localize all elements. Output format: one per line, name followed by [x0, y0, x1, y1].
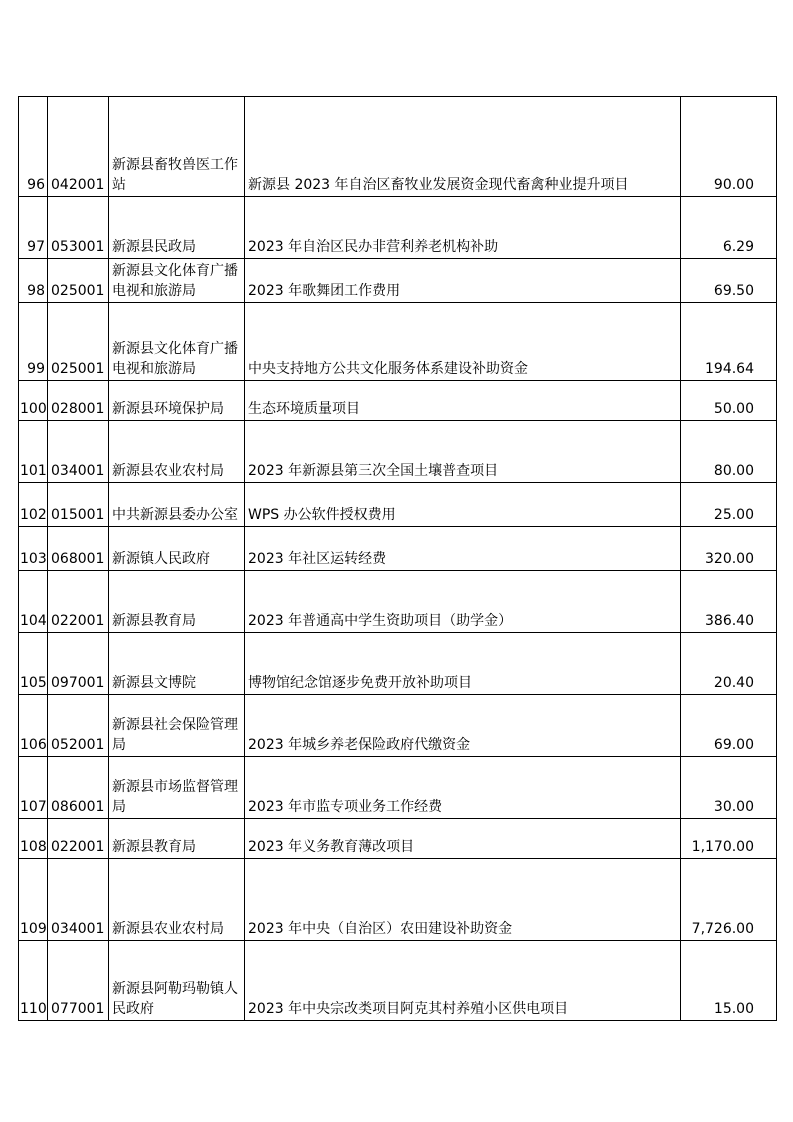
table-row: [19, 757, 777, 819]
amount: 194.64: [681, 303, 777, 381]
amount: 69.00: [681, 695, 777, 757]
amount: 20.40: [681, 633, 777, 695]
project-name: 生态环境质量项目: [245, 381, 681, 421]
unit-name: 新源县社会保险管理局: [109, 695, 245, 757]
unit-code: 025001: [48, 303, 109, 381]
unit-name: 新源县农业农村局: [109, 421, 245, 483]
amount: 6.29: [681, 197, 777, 259]
table-row: [19, 819, 777, 859]
amount: 50.00: [681, 381, 777, 421]
table-row: [19, 633, 777, 695]
project-name: 2023 年普通高中学生资助项目（助学金）: [245, 571, 681, 633]
project-name: WPS 办公软件授权费用: [245, 483, 681, 527]
project-name: 中央支持地方公共文化服务体系建设补助资金: [245, 303, 681, 381]
unit-name: 新源县环境保护局: [109, 381, 245, 421]
table-row: [19, 421, 777, 483]
unit-code: 022001: [48, 571, 109, 633]
unit-code: 034001: [48, 421, 109, 483]
unit-code: 086001: [48, 757, 109, 819]
project-name: 2023 年新源县第三次全国土壤普查项目: [245, 421, 681, 483]
project-name: 博物馆纪念馆逐步免费开放补助项目: [245, 633, 681, 695]
table-row: [19, 695, 777, 757]
row-number: 107: [19, 757, 48, 819]
row-number: 101: [19, 421, 48, 483]
unit-code: 097001: [48, 633, 109, 695]
row-number: 96: [19, 97, 48, 197]
unit-code: 034001: [48, 859, 109, 941]
amount: 386.40: [681, 571, 777, 633]
project-name: 2023 年自治区民办非营利养老机构补助: [245, 197, 681, 259]
row-number: 108: [19, 819, 48, 859]
unit-code: 028001: [48, 381, 109, 421]
row-number: 104: [19, 571, 48, 633]
project-name: 2023 年城乡养老保险政府代缴资金: [245, 695, 681, 757]
unit-code: 053001: [48, 197, 109, 259]
project-name: 2023 年歌舞团工作费用: [245, 259, 681, 303]
row-number: 106: [19, 695, 48, 757]
project-name: 2023 年义务教育薄改项目: [245, 819, 681, 859]
funding-table: [18, 96, 777, 1021]
amount: 69.50: [681, 259, 777, 303]
project-name: 2023 年社区运转经费: [245, 527, 681, 571]
amount: 7,726.00: [681, 859, 777, 941]
table-row: [19, 97, 777, 197]
row-number: 109: [19, 859, 48, 941]
unit-name: 新源县教育局: [109, 819, 245, 859]
unit-name: 中共新源县委办公室: [109, 483, 245, 527]
project-name: 2023 年中央（自治区）农田建设补助资金: [245, 859, 681, 941]
unit-code: 077001: [48, 941, 109, 1021]
unit-name: 新源县教育局: [109, 571, 245, 633]
row-number: 98: [19, 259, 48, 303]
table-row: [19, 859, 777, 941]
unit-name: 新源县文博院: [109, 633, 245, 695]
table-row: [19, 571, 777, 633]
table-row: [19, 303, 777, 381]
amount: 25.00: [681, 483, 777, 527]
amount: 80.00: [681, 421, 777, 483]
unit-code: 022001: [48, 819, 109, 859]
unit-code: 015001: [48, 483, 109, 527]
unit-name: 新源县文化体育广播电视和旅游局: [109, 303, 245, 381]
amount: 320.00: [681, 527, 777, 571]
table-row: [19, 197, 777, 259]
unit-name: 新源县阿勒玛勒镇人民政府: [109, 941, 245, 1021]
table-row: [19, 259, 777, 303]
amount: 30.00: [681, 757, 777, 819]
project-name: 2023 年中央宗改类项目阿克其村养殖小区供电项目: [245, 941, 681, 1021]
amount: 90.00: [681, 97, 777, 197]
project-name: 2023 年市监专项业务工作经费: [245, 757, 681, 819]
row-number: 99: [19, 303, 48, 381]
amount: 15.00: [681, 941, 777, 1021]
unit-name: 新源县畜牧兽医工作站: [109, 97, 245, 197]
unit-name: 新源镇人民政府: [109, 527, 245, 571]
row-number: 110: [19, 941, 48, 1021]
unit-code: 025001: [48, 259, 109, 303]
table-row: [19, 527, 777, 571]
row-number: 97: [19, 197, 48, 259]
row-number: 100: [19, 381, 48, 421]
unit-name: 新源县市场监督管理局: [109, 757, 245, 819]
amount: 1,170.00: [681, 819, 777, 859]
row-number: 103: [19, 527, 48, 571]
unit-name: 新源县文化体育广播电视和旅游局: [109, 259, 245, 303]
row-number: 105: [19, 633, 48, 695]
row-number: 102: [19, 483, 48, 527]
table-row: [19, 941, 777, 1021]
project-name: 新源县 2023 年自治区畜牧业发展资金现代畜禽种业提升项目: [245, 97, 681, 197]
table-row: [19, 381, 777, 421]
table-row: [19, 483, 777, 527]
unit-name: 新源县农业农村局: [109, 859, 245, 941]
unit-name: 新源县民政局: [109, 197, 245, 259]
unit-code: 052001: [48, 695, 109, 757]
unit-code: 042001: [48, 97, 109, 197]
unit-code: 068001: [48, 527, 109, 571]
